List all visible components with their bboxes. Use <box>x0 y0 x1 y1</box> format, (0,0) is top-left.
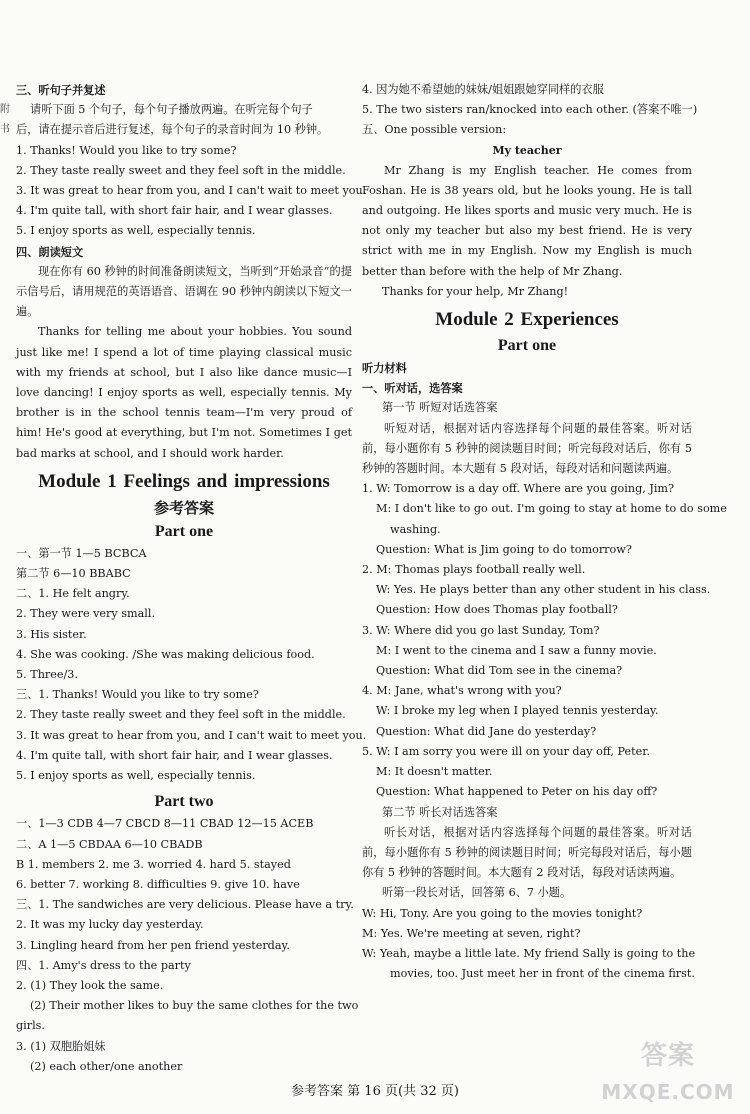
answer-line: 4. I'm quite tall, with short fair hair, and I wear glasses. <box>16 748 333 762</box>
instruction-paragraph: 现在你有 60 秒钟的时间准备朗读短文，当听到“开始录音”的提示信号后，请用规范的英语语音、语调在 90 秒钟内朗读以下短文一遍。 <box>16 264 352 319</box>
module-title: Module 2 Experiences <box>435 309 619 331</box>
dialog-line: 5. W: I am sorry you were ill on your day off, Peter. <box>362 744 650 758</box>
dialog-line: M: It doesn't matter. <box>376 765 493 779</box>
answer-line: 3. It was great to hear from you, and I can't wait to meet you. <box>16 728 367 742</box>
answer-line: 2. It was my lucky day yesterday. <box>16 918 204 932</box>
dialog-item <box>362 560 711 621</box>
binding-edge-text <box>0 100 10 140</box>
dialog-item <box>362 681 692 742</box>
dialog-question: Question: What did Tom see in the cinema? <box>376 664 623 678</box>
answer-line: 4. She was cooking. /She was making delicious food. <box>16 647 315 661</box>
dialog-line: movies, too. Just meet her in front of the cinema first. <box>390 967 695 981</box>
answer-line: 4. 因为她不希望她的妹妹/姐姐跟她穿同样的衣服 <box>362 83 604 96</box>
answer-line: 3. His sister. <box>16 627 87 641</box>
list-item: 2. They taste really sweet and they feel soft in the middle. <box>16 163 346 177</box>
subsection-title: 第一节 听短对话选答案 <box>382 401 498 415</box>
dialog-question: Question: What did Jane do yesterday? <box>376 724 597 738</box>
essay-closing: Thanks for your help, Mr Zhang! <box>382 284 569 298</box>
answer-line: girls. <box>16 1019 45 1033</box>
dialog-question: Question: What is Jim going to do tomorrow? <box>376 542 632 556</box>
dialog-line: W: Hi, Tony. Are you going to the movies tonight? <box>362 906 643 920</box>
answer-line: 5. I enjoy sports as well, especially tennis. <box>16 769 256 783</box>
site-watermark-logo <box>598 1038 738 1110</box>
dialog-item <box>362 742 692 803</box>
answer-line: 一、第一节 1—5 BCBCA <box>16 546 147 560</box>
instruction-line: 后，请在提示音后进行复述，每个句子的录音时间为 10 秒钟。 <box>16 123 329 137</box>
dialog-line: M: Yes. We're meeting at seven, right? <box>362 926 581 940</box>
page-footer: 参考答案 第 16 页(共 32 页) <box>291 1084 459 1099</box>
part-title: Part one <box>154 522 214 540</box>
answer-line: 6. better 7. working 8. difficulties 9. give 10. have <box>16 877 300 891</box>
watermark-text: MXQE.COM <box>601 1080 735 1104</box>
dialog-question: Question: What happened to Peter on his day off? <box>376 785 658 799</box>
section-title: 一、听对话，选答案 <box>362 381 463 396</box>
dialog-line: 1. W: Tomorrow is a day off. Where are you going, Jim? <box>362 482 675 496</box>
answer-line: 五、One possible version: <box>362 123 507 137</box>
edge-char: 附 <box>0 104 10 115</box>
answer-line: 2. (1) They look the same. <box>16 978 164 992</box>
answer-line: (2) each other/one another <box>30 1059 183 1073</box>
section-title: 听力材料 <box>362 361 407 376</box>
dialog-item <box>362 479 727 560</box>
answer-line: 3. Lingling heard from her pen friend yesterday. <box>16 938 290 952</box>
answer-line: 3. (1) 双胞胎姐妹 <box>16 1039 106 1053</box>
list-item: 1. Thanks! Would you like to try some? <box>16 143 237 157</box>
answer-line: 一、1—3 CDB 4—7 CBCD 8—11 CBAD 12—15 ACEB <box>16 817 314 831</box>
section-title: 四、朗读短文 <box>16 244 84 259</box>
dialog-line: 3. W: Where did you go last Sunday, Tom? <box>362 623 600 637</box>
reading-passage: Thanks for telling me about your hobbies. You sound just like me! I spend a lot of time playing classical music with my friends at school, but I also like dance music—I love dancing! I enjoy sports as well, especially tennis. My brother is in the school tennis team—I'm very proud of him! He's good at everything, but I'm not. Sometimes I get bad marks at school, and I should work harder. <box>16 325 352 460</box>
essay-title: My teacher <box>492 143 562 157</box>
dialog-question: Question: How does Thomas play football? <box>376 603 618 617</box>
answer-line: 二、A 1—5 CBDAA 6—10 CBADB <box>16 837 203 851</box>
answer-line: 二、1. He felt angry. <box>16 587 130 601</box>
edge-char: 书 <box>0 124 10 135</box>
subsection-title: 第二节 听长对话选答案 <box>382 805 498 819</box>
answer-line: 四、1. Amy's dress to the party <box>16 958 191 972</box>
dialog-line: 4. M: Jane, what's wrong with you? <box>362 684 562 698</box>
answer-line: 2. They taste really sweet and they feel soft in the middle. <box>16 708 346 722</box>
dialog-item <box>362 621 692 682</box>
dialog-line: 2. M: Thomas plays football really well. <box>362 563 586 577</box>
list-item: 3. It was great to hear from you, and I can't wait to meet you. <box>16 184 367 198</box>
instruction-paragraph: 听短对话，根据对话内容选择每个问题的最佳答案。听对话前，每小题你有 5 秒钟的阅读题目时间；听完每段对话后，你有 5 秒钟的答题时间。本大题有 5 段对话，每段对话和问题读两遍。 <box>362 421 692 476</box>
answer-line: 2. They were very small. <box>16 607 156 621</box>
answer-line: (2) Their mother likes to buy the same clothes for the two <box>30 999 359 1013</box>
answer-line: 第二节 6—10 BBABC <box>16 567 131 581</box>
part-title: Part one <box>497 337 557 355</box>
answer-line: 5. The two sisters ran/knocked into each other. (答案不唯一) <box>362 103 698 117</box>
answer-line: B 1. members 2. me 3. worried 4. hard 5. stayed <box>16 857 291 871</box>
instruction-line: 请听下面 5 个句子，每个句子播放两遍。在听完每个句子 <box>30 103 313 117</box>
dialog-line: M: I went to the cinema and I saw a funny movie. <box>376 643 657 657</box>
module-title: Module 1 Feelings and impressions <box>38 470 330 492</box>
instruction-line: 听第一段长对话，回答第 6、7 小题。 <box>382 886 572 900</box>
list-item: 4. I'm quite tall, with short fair hair, and I wear glasses. <box>16 204 333 218</box>
answer-key-heading: 参考答案 <box>153 498 214 517</box>
dialog-line: W: I broke my leg when I played tennis yesterday. <box>376 704 659 718</box>
answer-line: 三、1. The sandwiches are very delicious. Please have a try. <box>16 898 354 912</box>
instruction-paragraph: 听长对话，根据对话内容选择每个问题的最佳答案。听对话前，每小题你有 5 秒钟的阅读题目时间；听完每段对话后，每小题你有 5 秒钟的答题时间。本大题有 2 段对话，每段对话读两遍。 <box>362 825 692 880</box>
watermark-text: 答案 <box>640 1041 695 1071</box>
left-column <box>16 80 367 1077</box>
dialog-line: washing. <box>390 522 441 536</box>
dialog-line: W: Yes. He plays better than any other student in his class. <box>376 583 711 597</box>
list-item: 5. I enjoy sports as well, especially tennis. <box>16 224 256 238</box>
essay-body: Mr Zhang is my English teacher. He comes from Foshan. He is 38 years old, but he looks young. He is tall and outgoing. He likes sports and music very much. He is not only my teacher but also my best friend. He is very strict with me in my English. Now my English is much better than before with the help of Mr Zhang. <box>362 163 692 278</box>
answer-line: 三、1. Thanks! Would you like to try some? <box>16 688 259 702</box>
part-title: Part two <box>154 793 214 811</box>
section-title: 三、听句子并复述 <box>16 83 106 97</box>
right-column <box>362 80 727 984</box>
dialog-line: M: I don't like to go out. I'm going to stay at home to do some <box>376 502 727 516</box>
dialog-line: W: Yeah, maybe a little late. My friend Sally is going to the <box>362 946 696 960</box>
answer-line: 5. Three/3. <box>16 668 78 682</box>
